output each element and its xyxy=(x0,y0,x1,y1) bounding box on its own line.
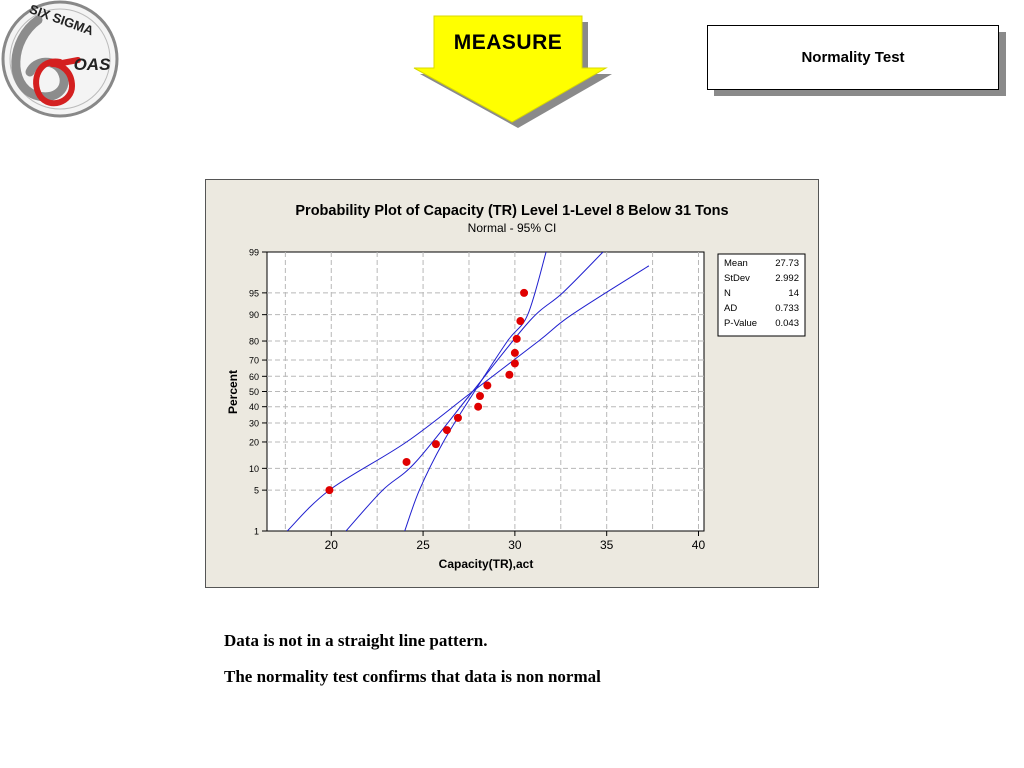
data-point xyxy=(325,486,333,494)
data-point xyxy=(511,359,519,367)
y-tick-label: 90 xyxy=(248,310,259,321)
six-sigma-oas-logo xyxy=(0,0,124,120)
y-tick-label: 95 xyxy=(248,288,259,299)
data-point xyxy=(403,458,411,466)
probability-plot xyxy=(205,179,819,588)
stats-label: P-Value xyxy=(724,318,758,329)
stats-label: AD xyxy=(724,303,738,314)
data-point xyxy=(474,403,482,411)
data-point xyxy=(443,426,451,434)
stats-label: StDev xyxy=(724,273,750,284)
stats-value: 0.733 xyxy=(775,303,799,314)
data-point xyxy=(513,335,521,343)
y-tick-label: 1 xyxy=(253,526,259,537)
data-point xyxy=(483,381,491,389)
y-tick-label: 70 xyxy=(248,355,259,366)
x-tick-label: 20 xyxy=(324,538,338,552)
data-point xyxy=(454,414,462,422)
data-point xyxy=(511,349,519,357)
chart-subtitle: Normal - 95% CI xyxy=(467,221,557,235)
stats-value: 14 xyxy=(788,288,799,299)
phase-label: MEASURE xyxy=(453,31,563,54)
x-axis-label: Capacity(TR),act xyxy=(438,557,534,571)
chart-title: Probability Plot of Capacity (TR) Level 1-Level 8 Below 31 Tons xyxy=(295,203,729,219)
x-tick-label: 40 xyxy=(691,538,706,552)
data-point xyxy=(476,392,484,400)
data-point xyxy=(516,317,524,325)
logo-top-text: SIX SIGMA xyxy=(27,1,96,39)
y-tick-label: 20 xyxy=(248,437,259,448)
y-tick-label: 10 xyxy=(248,463,259,474)
y-tick-label: 99 xyxy=(248,247,259,258)
stats-box xyxy=(718,254,805,336)
stats-label: Mean xyxy=(724,258,748,269)
stats-value: 27.73 xyxy=(775,258,799,269)
y-tick-label: 50 xyxy=(248,387,259,397)
x-tick-label: 30 xyxy=(508,538,522,552)
y-tick-label: 5 xyxy=(253,485,259,496)
x-tick-label: 35 xyxy=(600,538,614,552)
note-line-2: The normality test confirms that data is non normal xyxy=(224,667,601,686)
x-tick-label: 25 xyxy=(416,538,430,552)
logo-side-text: OAS xyxy=(73,55,111,74)
probability-plot-svg xyxy=(206,180,818,587)
note-line-1: Data is not in a straight line pattern. xyxy=(224,631,488,650)
y-tick-label: 80 xyxy=(248,336,259,347)
y-tick-label: 30 xyxy=(248,418,259,429)
stats-value: 2.992 xyxy=(775,273,799,284)
data-point xyxy=(432,440,440,448)
data-point xyxy=(520,289,528,297)
topic-box: Normality Test xyxy=(707,25,999,90)
y-axis-label: Percent xyxy=(226,369,240,415)
y-tick-label: 60 xyxy=(248,371,259,382)
y-tick-label: 40 xyxy=(248,402,259,413)
data-point xyxy=(505,371,513,379)
stats-label: N xyxy=(724,288,731,299)
stats-value: 0.043 xyxy=(775,318,799,329)
